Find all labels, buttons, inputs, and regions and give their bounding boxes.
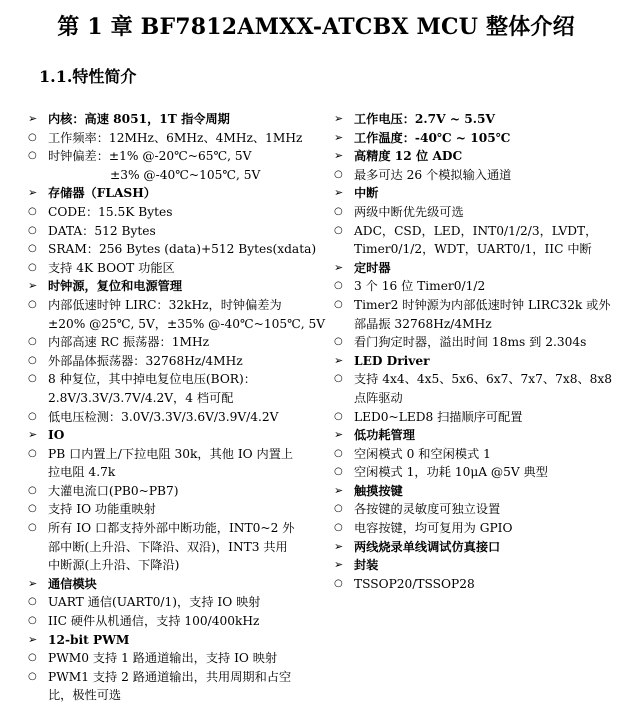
feature-text-line: 触摸按键: [354, 483, 403, 498]
circle-bullet-icon: ○: [28, 615, 37, 627]
circle-bullet-icon: ○: [28, 261, 37, 273]
feature-text-line: DATA：512 Bytes: [48, 223, 156, 238]
feature-item: [24, 203, 324, 222]
feature-text-line: Timer2 时钟源为内部低速时钟 LIRC32k 或外: [354, 297, 611, 312]
feature-text: [354, 445, 622, 464]
feature-text-line: 工作频率：12MHz、6MHz、4MHz、1MHz: [48, 130, 303, 145]
feature-text: [354, 333, 622, 352]
arrow-bullet-icon: ➢: [334, 130, 344, 144]
feature-text: [48, 612, 324, 631]
feature-heading: [330, 259, 622, 278]
circle-bullet-icon: ○: [28, 354, 37, 366]
feature-heading: [330, 147, 622, 166]
circle-bullet-icon: ○: [28, 670, 37, 682]
circle-bullet-icon: ○: [334, 447, 343, 459]
feature-text-line: 支持 4x4、4x5、5x6、6x7、7x7、7x8、8x8: [354, 372, 613, 387]
feature-text-line: 各按键的灵敏度可独立设置: [354, 502, 501, 517]
feature-text-line: UART 通信(UART0/1)，支持 IO 映射: [48, 595, 261, 610]
feature-heading: [330, 129, 622, 148]
feature-text: [48, 222, 324, 241]
feature-text: [48, 482, 324, 501]
chapter-title: 第 1 章 BF7812AMXX-ATCBX MCU 整体介绍: [57, 14, 575, 40]
feature-text-line: 看门狗定时器，溢出时间 18ms 到 2.304s: [354, 335, 587, 350]
circle-bullet-icon: ○: [334, 205, 343, 217]
feature-text: [48, 277, 324, 296]
feature-heading: [330, 538, 622, 557]
arrow-bullet-icon: ➢: [28, 186, 38, 200]
arrow-bullet-icon: ➢: [28, 112, 38, 125]
feature-text-line: 大灌电流口(PB0~PB7): [48, 483, 179, 498]
feature-text: [48, 296, 324, 333]
feature-text-line: ±20% @25℃, 5V，±35% @-40℃~105℃, 5V: [48, 316, 326, 331]
feature-list-left: [24, 110, 324, 705]
feature-item: [24, 222, 324, 241]
feature-text: [48, 110, 324, 129]
feature-text: [354, 184, 622, 203]
arrow-bullet-icon: ➢: [334, 539, 344, 553]
feature-text-line: CODE：15.5K Bytes: [48, 204, 173, 219]
feature-text-line: LED Driver: [354, 353, 430, 368]
feature-item: [330, 296, 622, 333]
feature-text: [354, 482, 622, 501]
feature-text: [48, 426, 324, 445]
feature-text: [48, 352, 324, 371]
feature-text-line: 工作电压：2.7V ~ 5.5V: [354, 112, 495, 126]
feature-text-line: 部中断(上升沿、下降沿、双沿)，INT3 共用: [48, 539, 288, 554]
feature-item: [330, 166, 622, 185]
feature-text-line: 两级中断优先级可选: [354, 204, 464, 219]
feature-text: [48, 649, 324, 668]
feature-text-line: 存储器（FLASH）: [48, 186, 156, 201]
feature-heading: [24, 631, 324, 650]
feature-text-line: 支持 4K BOOT 功能区: [48, 260, 175, 275]
feature-text-line: 点阵驱动: [354, 390, 403, 405]
circle-bullet-icon: ○: [28, 596, 37, 608]
feature-text-line: PB 口内置上/下拉电阻 30k，其他 IO 内置上: [48, 446, 294, 461]
feature-text-line: 部晶振 32768Hz/4MHz: [354, 316, 492, 331]
feature-item: [330, 500, 622, 519]
feature-text: [354, 463, 622, 482]
feature-item: [330, 333, 622, 352]
feature-text: [48, 519, 324, 575]
feature-text: [354, 538, 622, 557]
feature-text: [354, 166, 622, 185]
feature-text-line: 中断: [354, 186, 379, 201]
feature-text: [354, 203, 622, 222]
circle-bullet-icon: ○: [334, 466, 343, 478]
circle-bullet-icon: ○: [334, 373, 343, 385]
feature-text: [354, 426, 622, 445]
arrow-bullet-icon: ➢: [334, 260, 344, 274]
feature-heading: [330, 482, 622, 501]
feature-item: [24, 147, 324, 166]
circle-bullet-icon: ○: [28, 484, 37, 496]
circle-bullet-icon: ○: [334, 577, 343, 589]
feature-text: [48, 147, 324, 166]
feature-text-line: 空闲模式 1，功耗 10μA @5V 典型: [354, 465, 548, 480]
circle-bullet-icon: ○: [334, 410, 343, 422]
circle-bullet-icon: ○: [28, 336, 37, 348]
feature-text-line: 内部高速 RC 振荡器：1MHz: [48, 335, 210, 350]
feature-item: [24, 370, 324, 407]
feature-text-line: 12-bit PWM: [48, 632, 130, 647]
circle-bullet-icon: ○: [28, 150, 37, 162]
feature-item: [330, 222, 622, 259]
feature-text-line: 内核：高速 8051，1T 指令周期: [48, 112, 230, 126]
feature-text-line: 8 种复位，其中掉电复位电压(BOR)：: [48, 372, 256, 387]
circle-bullet-icon: ○: [28, 373, 37, 385]
feature-text: [354, 259, 622, 278]
feature-text-line: 3 个 16 位 Timer0/1/2: [354, 279, 486, 294]
feature-heading: [330, 352, 622, 371]
feature-item: [330, 408, 622, 427]
feature-item: [24, 240, 324, 259]
circle-bullet-icon: ○: [28, 447, 37, 459]
feature-item: [330, 463, 622, 482]
feature-text-line: 两线烧录单线调试仿真接口: [354, 539, 501, 554]
feature-text: [354, 222, 622, 259]
feature-item: [24, 408, 324, 427]
feature-item: [24, 482, 324, 501]
arrow-bullet-icon: ➢: [334, 483, 344, 497]
circle-bullet-icon: ○: [28, 298, 37, 310]
feature-heading: [24, 277, 324, 296]
circle-bullet-icon: ○: [334, 280, 343, 292]
circle-bullet-icon: ○: [334, 336, 343, 348]
feature-text-line: IIC 硬件从机通信，支持 100/400kHz: [48, 614, 260, 629]
feature-text-line: 电容按键，均可复用为 GPIO: [354, 521, 513, 536]
feature-item: [24, 445, 324, 482]
feature-heading: [330, 184, 622, 203]
feature-text: [48, 631, 324, 650]
feature-text-line: LED0~LED8 扫描顺序可配置: [354, 409, 523, 424]
feature-text: [48, 668, 324, 705]
arrow-bullet-icon: ➢: [28, 279, 38, 293]
feature-text-line: ±3% @-40℃~105℃, 5V: [110, 167, 261, 182]
feature-heading: [24, 110, 324, 129]
feature-text: [354, 352, 622, 371]
feature-text-line: 低功耗管理: [354, 428, 415, 443]
feature-text-line: 时钟偏差：±1% @-20℃~65℃, 5V: [48, 149, 252, 164]
feature-text-line: IO: [48, 428, 65, 443]
feature-heading: [330, 426, 622, 445]
feature-text-line: 中断源(上升沿、下降沿): [48, 558, 180, 573]
feature-text: [354, 408, 622, 427]
feature-text-line: 空闲模式 0 和空闲模式 1: [354, 446, 491, 461]
feature-item: [24, 129, 324, 148]
feature-text: [48, 259, 324, 278]
feature-item: [330, 370, 622, 407]
circle-bullet-icon: ○: [28, 652, 37, 664]
feature-text-line: PWM1 支持 2 路通道输出，共用周期和占空: [48, 669, 292, 684]
feature-item: [24, 500, 324, 519]
feature-text-line: 内部低速时钟 LIRC：32kHz，时钟偏差为: [48, 297, 282, 312]
arrow-bullet-icon: ➢: [28, 576, 38, 590]
feature-text-line: TSSOP20/TSSOP28: [354, 576, 475, 591]
feature-text: [48, 575, 324, 594]
circle-bullet-icon: ○: [334, 298, 343, 310]
feature-text: [354, 147, 622, 166]
feature-text: [354, 110, 622, 129]
circle-bullet-icon: ○: [28, 205, 37, 217]
feature-heading: [330, 110, 622, 129]
feature-text-line: 定时器: [354, 260, 391, 275]
feature-item: [24, 259, 324, 278]
feature-text: [48, 203, 324, 222]
feature-text: [354, 556, 622, 575]
feature-item: [330, 519, 622, 538]
circle-bullet-icon: ○: [28, 131, 37, 143]
feature-heading: [24, 426, 324, 445]
feature-list-right: [330, 110, 622, 593]
feature-item-continuation: [24, 166, 324, 185]
feature-text: [48, 184, 324, 203]
feature-text: [48, 445, 324, 482]
feature-text: [354, 575, 622, 594]
feature-heading: [330, 556, 622, 575]
arrow-bullet-icon: ➢: [28, 428, 38, 442]
feature-text-line: SRAM：256 Bytes (data)+512 Bytes(xdata): [48, 242, 317, 257]
circle-bullet-icon: ○: [28, 410, 37, 422]
feature-text-line: 比，极性可选: [48, 688, 122, 703]
feature-text: [48, 370, 324, 407]
feature-text-line: 最多可达 26 个模拟输入通道: [354, 167, 512, 182]
feature-text-line: 拉电阻 4.7k: [48, 465, 116, 480]
circle-bullet-icon: ○: [334, 224, 343, 236]
feature-text-line: 通信模块: [48, 576, 97, 591]
feature-heading: [24, 184, 324, 203]
feature-item: [24, 612, 324, 631]
circle-bullet-icon: ○: [334, 503, 343, 515]
feature-item: [24, 296, 324, 333]
circle-bullet-icon: ○: [334, 522, 343, 534]
arrow-bullet-icon: ➢: [334, 558, 344, 572]
feature-text-line: 外部晶体振荡器：32768Hz/4MHz: [48, 353, 243, 368]
feature-text: [48, 593, 324, 612]
feature-item: [24, 668, 324, 705]
feature-text-line: 封装: [354, 558, 379, 573]
arrow-bullet-icon: ➢: [334, 112, 344, 125]
feature-text-line: Timer0/1/2，WDT，UART0/1，IIC 中断: [354, 242, 592, 257]
feature-text-line: PWM0 支持 1 路通道输出，支持 IO 映射: [48, 651, 278, 666]
feature-text-line: 所有 IO 口都支持外部中断功能，INT0~2 外: [48, 521, 295, 536]
circle-bullet-icon: ○: [28, 224, 37, 236]
circle-bullet-icon: ○: [28, 243, 37, 255]
circle-bullet-icon: ○: [28, 522, 37, 534]
circle-bullet-icon: ○: [28, 503, 37, 515]
section-title: 1.1.特性简介: [39, 67, 137, 86]
feature-text-line: 低电压检测：3.0V/3.3V/3.6V/3.9V/4.2V: [48, 409, 279, 424]
feature-text: [48, 500, 324, 519]
feature-text: [48, 240, 324, 259]
arrow-bullet-icon: ➢: [334, 353, 344, 367]
feature-text-line: 支持 IO 功能重映射: [48, 502, 156, 517]
feature-item: [330, 575, 622, 594]
feature-text-line: 时钟源，复位和电源管理: [48, 279, 183, 294]
feature-item: [24, 593, 324, 612]
arrow-bullet-icon: ➢: [334, 186, 344, 200]
feature-text: [354, 129, 622, 148]
feature-text: [354, 370, 622, 407]
feature-item: [24, 519, 324, 575]
feature-text-line: ADC，CSD，LED，INT0/1/2/3，LVDT，: [354, 223, 598, 238]
feature-text: [354, 277, 622, 296]
feature-text: [354, 296, 622, 333]
feature-item: [330, 277, 622, 296]
feature-item: [330, 203, 622, 222]
arrow-bullet-icon: ➢: [334, 428, 344, 442]
feature-item: [24, 352, 324, 371]
feature-text: [48, 408, 324, 427]
feature-item: [330, 445, 622, 464]
feature-text: [48, 166, 324, 185]
feature-text: [354, 500, 622, 519]
arrow-bullet-icon: ➢: [28, 632, 38, 646]
feature-text-line: 高精度 12 位 ADC: [354, 149, 463, 164]
feature-text-line: 2.8V/3.3V/3.7V/4.2V，4 档可配: [48, 390, 234, 405]
feature-item: [24, 649, 324, 668]
feature-text-line: 工作温度：-40℃ ~ 105℃: [354, 130, 511, 145]
feature-item: [24, 333, 324, 352]
feature-heading: [24, 575, 324, 594]
feature-text: [48, 333, 324, 352]
circle-bullet-icon: ○: [334, 168, 343, 180]
arrow-bullet-icon: ➢: [334, 149, 344, 163]
feature-text: [48, 129, 324, 148]
feature-text: [354, 519, 622, 538]
